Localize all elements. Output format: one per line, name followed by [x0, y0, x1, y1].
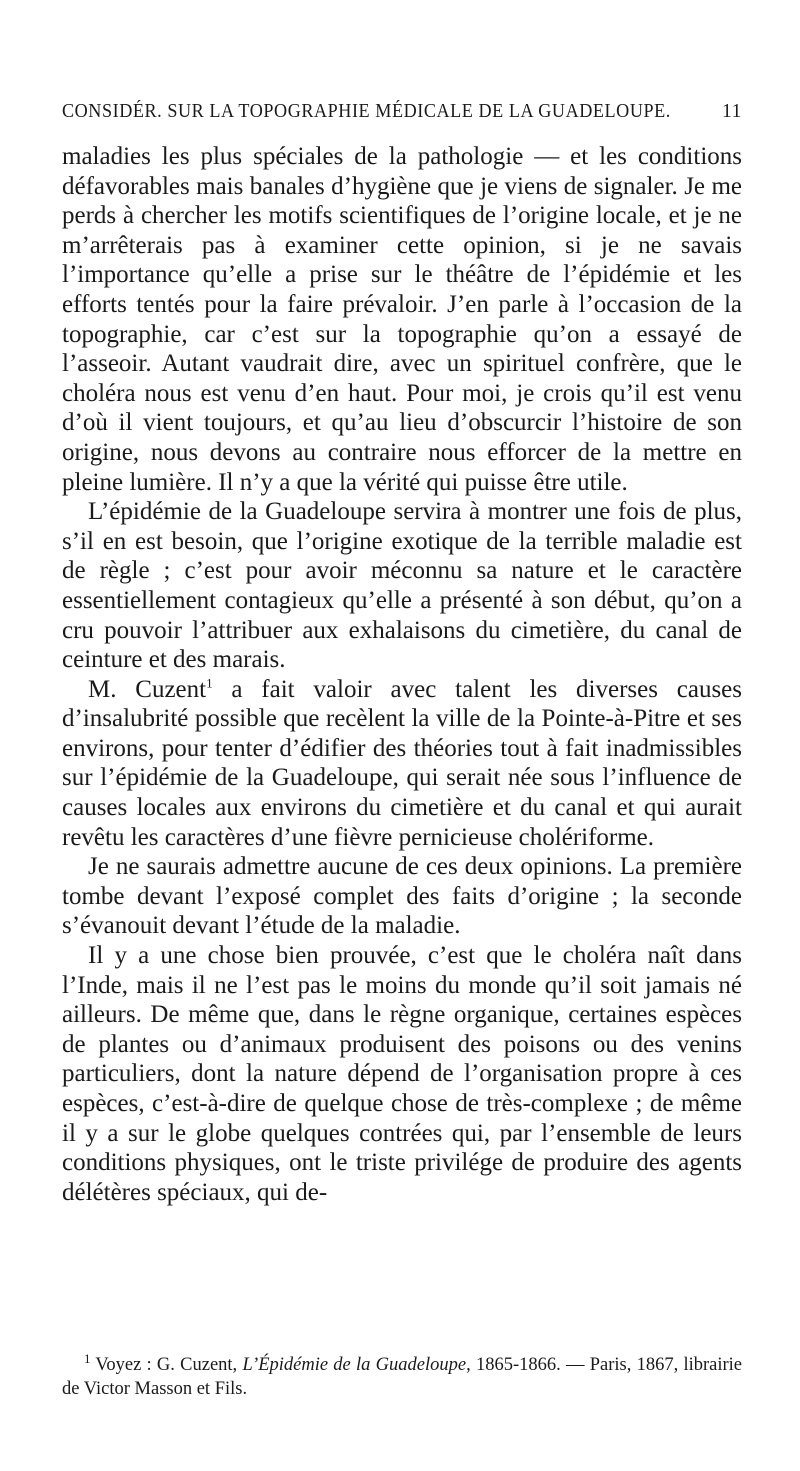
paragraph: Je ne saurais admettre aucune de ces deux opinions. La première tombe devant l’exposé complet des faits d’origine ; la seconde s’évanouit devant l’étude de la maladie.: [62, 853, 742, 940]
footnote-text: [62, 1350, 743, 1401]
footnote-book-title: L’Épidémie de la Guadeloupe: [242, 1355, 467, 1375]
paragraph: Il y a une chose bien prouvée, c’est que le choléra naît dans l’Inde, mais il ne l’est pas le moins du monde qu’il soit jamais né ailleurs. De même que, dans le règne organique, certaines espèces de plantes ou d’animaux produisent des poisons ou des venins particuliers, dont la nature dépend de l’organisation propre à ces espèces, c’est-à-dire de quelque chose de très-complexe ; de même il y a sur le globe quelques contrées qui, par l’ensemble de leurs conditions physiques, ont le triste privilége de produire des agents délétères spéciaux, qui de-: [62, 942, 742, 1206]
footnote-publication: , 1865-1866. — Paris, 1867, librairie de Victor Masson et Fils.: [62, 1355, 743, 1399]
paragraph: [62, 675, 742, 853]
footnote-lead: Voyez : G. Cuzent,: [90, 1355, 243, 1375]
footnote-mark: 1: [84, 1350, 91, 1366]
paragraph-lead: M. Cuzent: [88, 675, 207, 703]
footnote-reference: 1: [206, 675, 213, 691]
footnote: [62, 1350, 743, 1401]
page-number: 11: [722, 101, 742, 122]
paragraph: L’épidémie de la Guadeloupe servira à montrer une fois de plus, s’il en est besoin, que l’origine exotique de la terrible maladie est de règle ; c’est pour avoir méconnu sa nature et le caractère essentiellement contagieux qu’elle a présenté à son début, qu’on a cru pouvoir l’attribuer aux exhalaisons du cimetière, du canal de ceinture et des marais.: [62, 498, 742, 674]
running-head: [62, 100, 742, 124]
paragraph: maladies les plus spéciales de la pathologie — et les conditions défavorables mais banales d’hygiène que je viens de signaler. Je me perds à chercher les motifs scientifiques de l’origine locale, et je ne m’arrêterais pas à examiner cette opinion, si je ne savais l’importance qu’elle a prise sur le théâtre de l’épidémie et les efforts tentés pour la faire prévaloir. J’en parle à l’occasion de la topographie, car c’est sur la topographie qu’on a essayé de l’asseoir. Autant vaudrait dire, avec un spirituel confrère, que le choléra nous est venu d’en haut. Pour moi, je crois qu’il est venu d’où il vient toujours, et qu’au lieu d’obscurcir l’histoire de son origine, nous devons au contraire nous efforcer de la mettre en pleine lumière. Il n’y a que la vérité qui puisse être utile.: [62, 143, 742, 496]
running-head-title: CONSIDÉR. SUR LA TOPOGRAPHIE MÉDICALE DE LA GUADELOUPE.: [62, 101, 671, 122]
body-text: [62, 142, 742, 1207]
paragraph-text: a fait valoir avec talent les diverses causes d’insalubrité possible que recèlent la ville de la Pointe-à-Pitre et ses environs, pour tenter d’édifier des théories tout à fait inadmissibles sur l’épidémie de la Guadeloupe, qui serait née sous l’influence de causes locales aux environs du cimetière et du canal et qui aurait revêtu les caractères d’une fièvre pernicieuse cholériforme.: [62, 675, 743, 851]
